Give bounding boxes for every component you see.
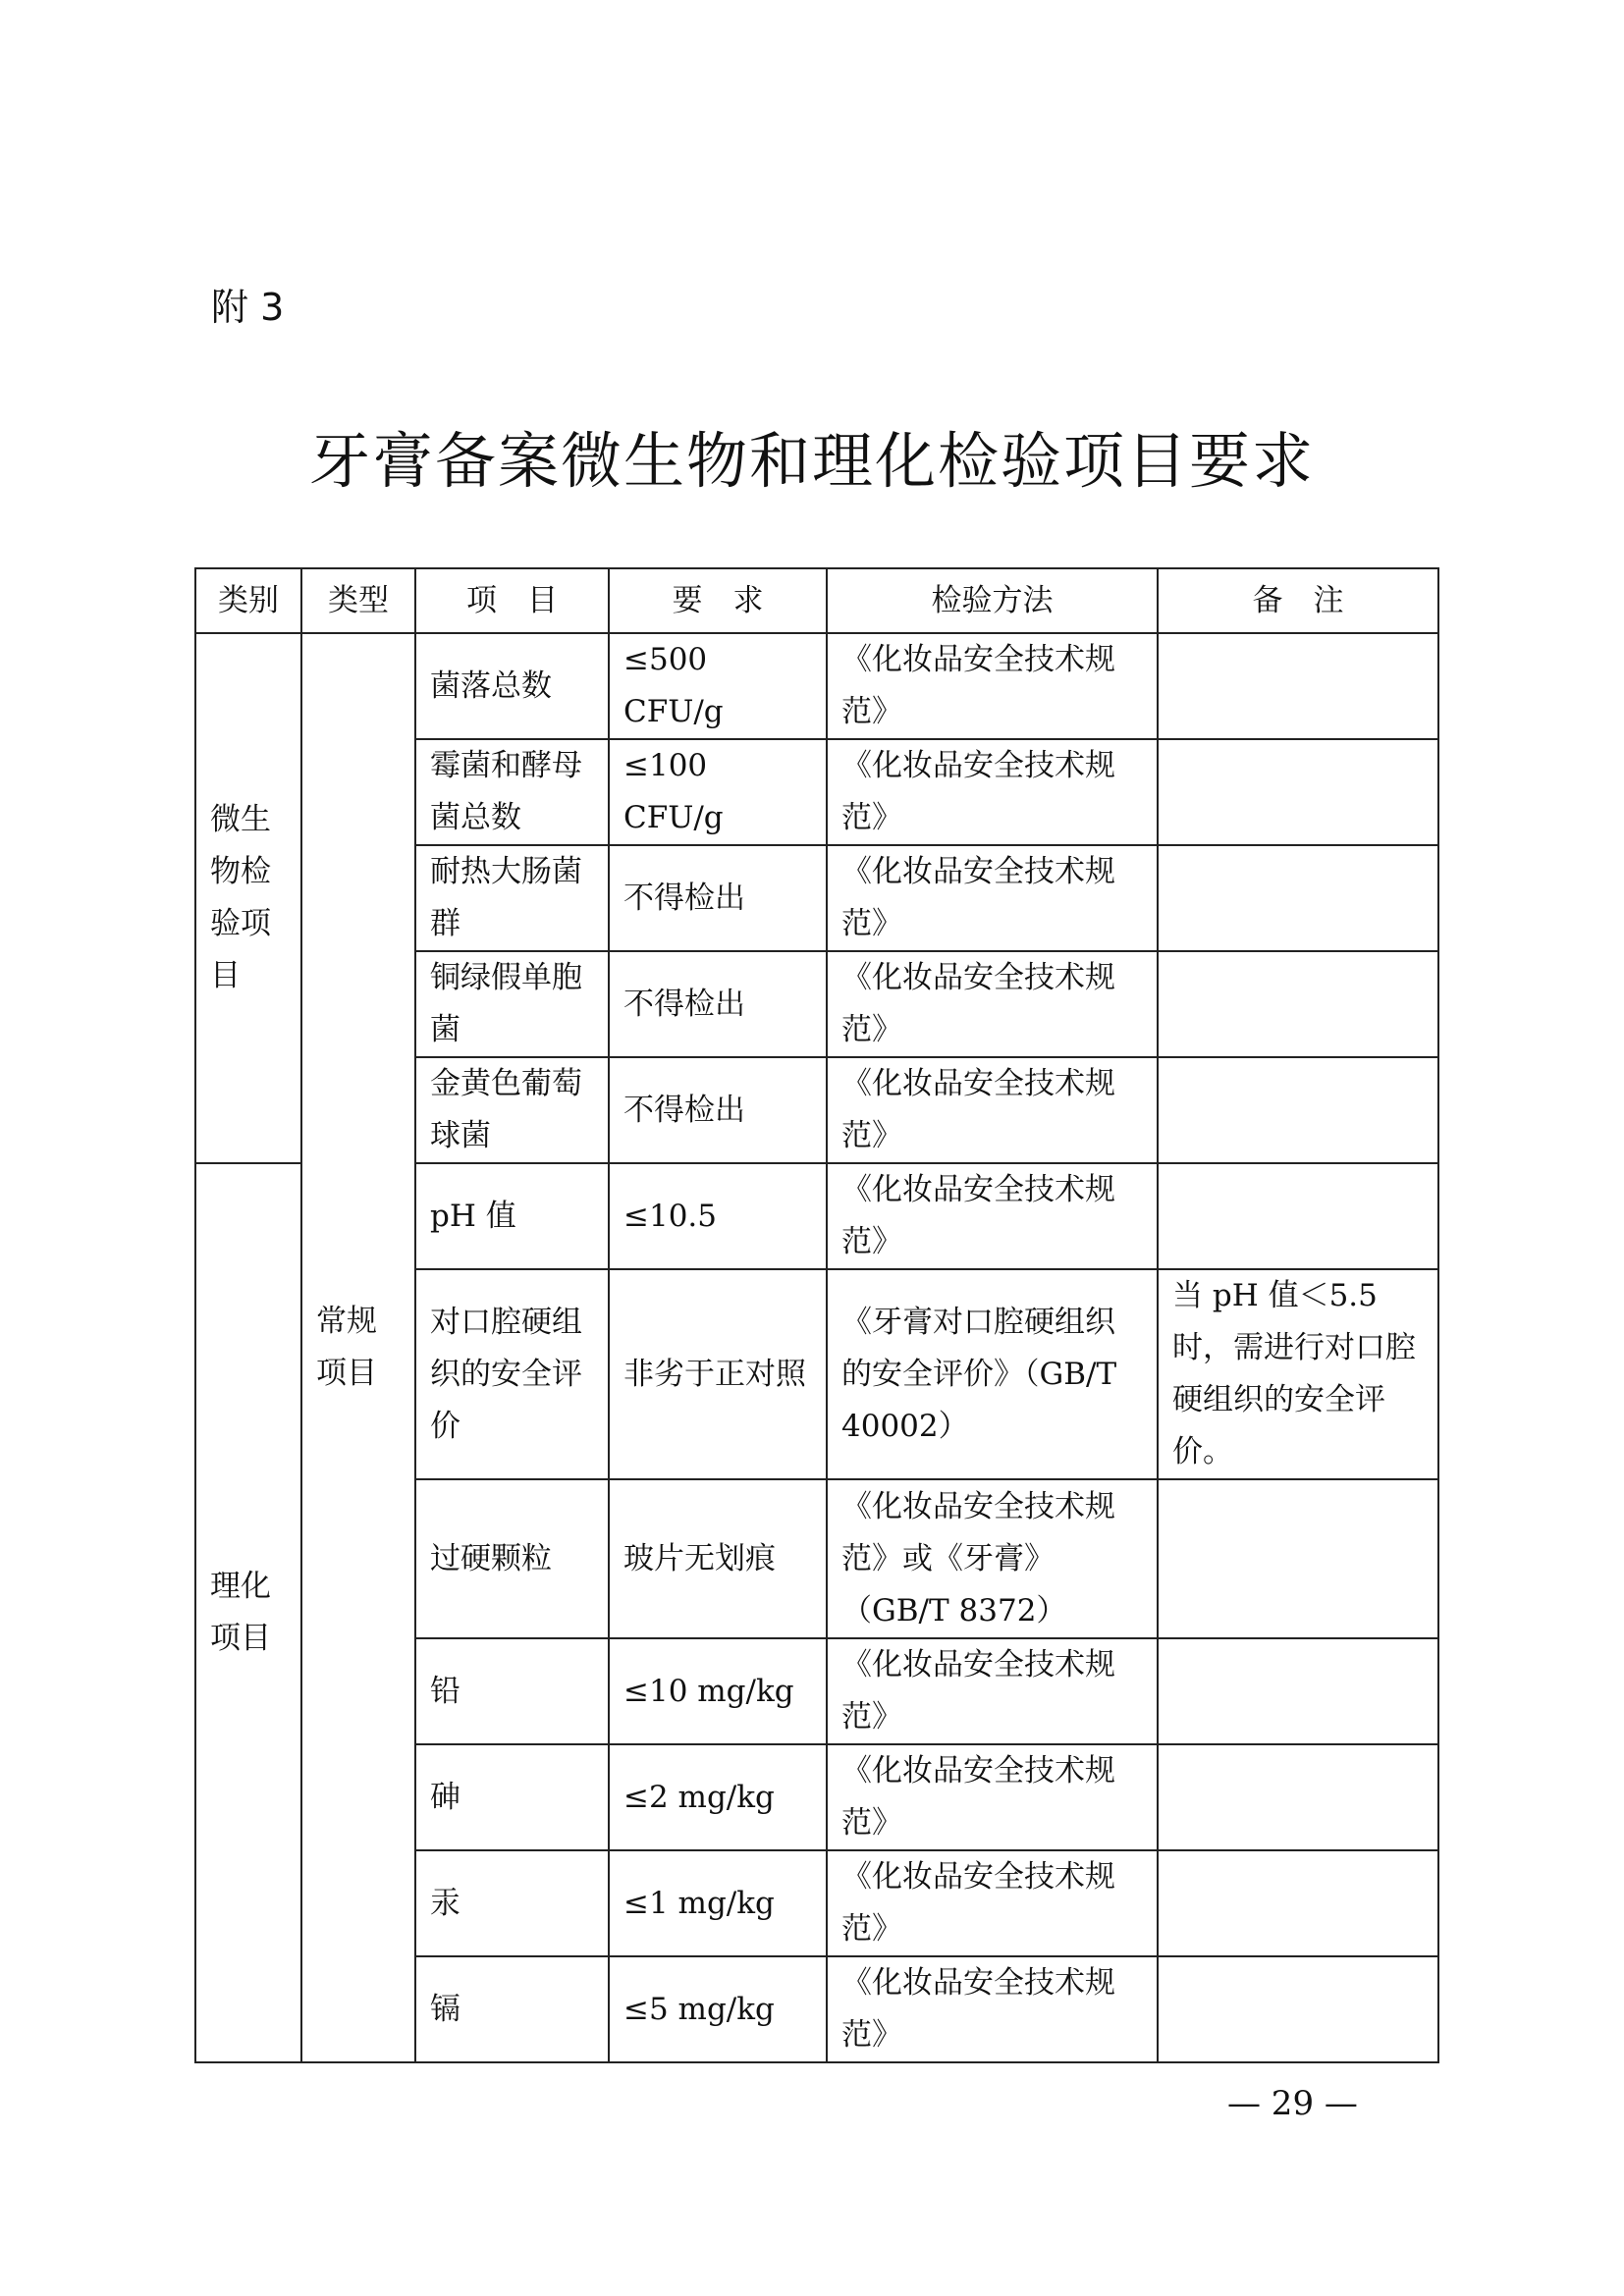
table-row [195,633,1438,739]
header-method: 检验方法 [827,568,1158,633]
header-type: 类型 [301,568,415,633]
note-cell [1158,951,1438,1057]
method-cell: 《化妆品安全技术规范》或《牙膏》（GB/T 8372） [827,1479,1158,1638]
item-cell: 汞 [415,1850,609,1956]
page-title: 牙膏备案微生物和理化检验项目要求 [308,425,1315,497]
item-cell: 过硬颗粒 [415,1479,609,1638]
note-cell [1158,739,1438,845]
requirement-cell: ≤10.5 [609,1163,827,1269]
method-cell: 《化妆品安全技术规范》 [827,1057,1158,1163]
requirement-cell: ≤1 mg/kg [609,1850,827,1956]
method-cell: 《化妆品安全技术规范》 [827,1638,1158,1744]
method-cell: 《化妆品安全技术规范》 [827,633,1158,739]
category-cell-physchem: 理化项目 [195,1163,301,2062]
requirement-cell: 玻片无划痕 [609,1479,827,1638]
item-cell: pH 值 [415,1163,609,1269]
requirement-cell: ≤2 mg/kg [609,1744,827,1850]
header-requirement: 要 求 [609,568,827,633]
note-cell [1158,1744,1438,1850]
item-cell: 对口腔硬组织的安全评价 [415,1269,609,1479]
note-cell [1158,1956,1438,2062]
header-category: 类别 [195,568,301,633]
method-cell: 《化妆品安全技术规范》 [827,845,1158,951]
method-cell: 《牙膏对口腔硬组织的安全评价》（GB/T 40002） [827,1269,1158,1479]
requirement-cell: ≤100 CFU/g [609,739,827,845]
requirement-cell: 非劣于正对照 [609,1269,827,1479]
requirement-cell: 不得检出 [609,845,827,951]
method-cell: 《化妆品安全技术规范》 [827,739,1158,845]
note-cell [1158,845,1438,951]
requirement-cell: ≤5 mg/kg [609,1956,827,2062]
item-cell: 砷 [415,1744,609,1850]
note-cell [1158,1163,1438,1269]
page-number: — 29 — [1227,2084,1358,2123]
item-cell: 菌落总数 [415,633,609,739]
requirement-cell: ≤10 mg/kg [609,1638,827,1744]
note-cell: 当 pH 值＜5.5 时，需进行对口腔硬组织的安全评价。 [1158,1269,1438,1479]
method-cell: 《化妆品安全技术规范》 [827,1744,1158,1850]
requirement-cell: ≤500 CFU/g [609,633,827,739]
requirement-cell: 不得检出 [609,1057,827,1163]
method-cell: 《化妆品安全技术规范》 [827,1956,1158,2062]
header-item: 项 目 [415,568,609,633]
note-cell [1158,1057,1438,1163]
note-cell [1158,1479,1438,1638]
method-cell: 《化妆品安全技术规范》 [827,1850,1158,1956]
item-cell: 霉菌和酵母菌总数 [415,739,609,845]
item-cell: 镉 [415,1956,609,2062]
item-cell: 耐热大肠菌群 [415,845,609,951]
appendix-label: 附 3 [211,286,285,329]
method-cell: 《化妆品安全技术规范》 [827,951,1158,1057]
note-cell [1158,633,1438,739]
item-cell: 金黄色葡萄球菌 [415,1057,609,1163]
note-cell [1158,1850,1438,1956]
type-cell-routine: 常规项目 [301,633,415,2062]
category-cell-micro: 微生物检验项目 [195,633,301,1163]
requirements-table [194,567,1439,2063]
item-cell: 铜绿假单胞菌 [415,951,609,1057]
note-cell [1158,1638,1438,1744]
header-note: 备 注 [1158,568,1438,633]
method-cell: 《化妆品安全技术规范》 [827,1163,1158,1269]
item-cell: 铅 [415,1638,609,1744]
table-header-row [195,568,1438,633]
requirement-cell: 不得检出 [609,951,827,1057]
